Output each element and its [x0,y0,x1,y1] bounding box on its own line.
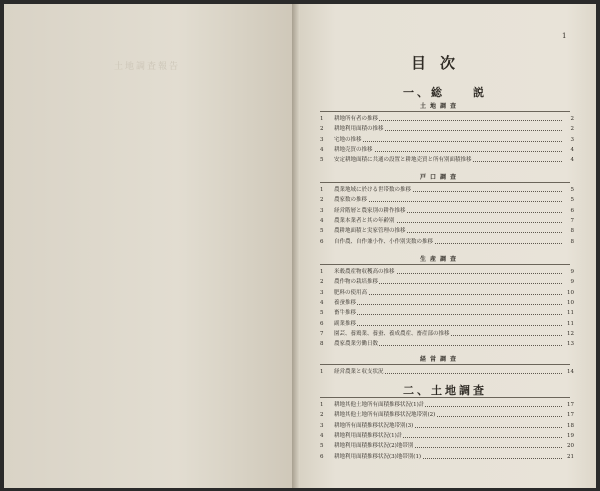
entry-title: 耕地其他土地所有面積推移状況地帯別(2) [334,412,436,419]
entry-title: 農家農業労働日数 [334,341,379,348]
entry-title: 自作農、自作兼小作、小作別実数の推移 [334,238,434,245]
entry-number: 6 [320,453,324,460]
toc-entry [320,289,574,298]
entry-number: 3 [320,289,324,296]
entry-title: 耕地其他土地所有面積推移状況(1)計 [334,402,425,408]
section-rule [320,264,570,265]
entry-number: 3 [320,207,324,214]
toc-entry [320,422,574,431]
entry-page-number: 6 [570,207,574,214]
entry-title: 安定耕地面積に共通の設置と耕地売買と所有別面積推移 [334,157,472,164]
entry-number: 2 [320,126,324,133]
book-gutter [292,4,300,488]
toc-entry [320,268,574,277]
entry-page-number: 13 [567,341,574,348]
entry-number: 4 [320,299,324,306]
toc-entry [320,401,574,410]
toc-entry [320,278,574,287]
entry-number: 3 [320,136,324,143]
toc-entry [320,340,574,349]
section-rule [320,182,570,183]
entry-title: 耕地利用面積推移状況(2)地帯別 [334,443,414,450]
leader-dots [334,201,562,202]
entry-title: 農家数の推移 [334,197,368,204]
entry-number: 4 [320,217,324,224]
entry-number: 5 [320,157,324,164]
toc-entry [320,217,574,226]
leader-dots [334,294,562,295]
entry-page-number: 18 [567,422,574,429]
entry-title: 副業推移 [334,320,357,327]
toc-entry [320,207,574,216]
leader-dots [334,304,562,305]
entry-number: 6 [320,320,324,327]
entry-page-number: 21 [567,453,574,460]
entry-page-number: 9 [570,269,574,275]
entry-page-number: 17 [567,412,574,419]
toc-entry [320,136,574,145]
section-heading: 生産調査 [419,256,460,263]
entry-page-number: 10 [567,299,574,306]
entry-page-number: 3 [570,136,574,143]
entry-title: 農耕地面積と実家管理の推移 [334,228,406,235]
entry-number: 6 [320,238,324,245]
entry-title: 養蚕推移 [334,299,357,306]
toc-entry [320,411,574,420]
entry-number: 1 [320,187,324,193]
toc-entry [320,432,574,441]
entry-title: 米穀農産物収穫高の推移 [334,269,395,275]
entry-title: 畜牛推移 [334,310,357,317]
entry-title: 耕地所有者の推移 [334,116,379,122]
toc-entry [320,330,574,339]
part-heading: 一、総 説 [403,86,487,99]
entry-title: 農業地域に於ける世帯数の推移 [334,187,412,193]
section-rule [320,111,570,112]
entry-number: 4 [320,146,324,153]
leader-dots [334,325,562,326]
entry-number: 7 [320,330,324,337]
entry-title: 耕地利用面積推移状況(1)計 [334,432,403,439]
toc-entry [320,115,574,124]
entry-number: 5 [320,443,324,450]
toc-entry [320,309,574,318]
section-heading: 土地調査 [419,103,460,110]
toc-entry [320,227,574,236]
entry-title: 耕地利用面積推移状況(3)地帯別(1) [334,453,422,460]
section-rule [320,364,570,365]
entry-number: 1 [320,269,324,275]
entry-number: 1 [320,369,324,375]
toc-entry [320,299,574,308]
entry-page-number: 4 [570,157,574,164]
toc-entry [320,320,574,329]
section-heading: 戸口調査 [419,174,460,181]
entry-page-number: 2 [570,116,574,122]
entry-page-number: 8 [570,238,574,245]
left-page [4,4,294,488]
entry-number: 2 [320,412,324,419]
entry-page-number: 7 [570,217,574,224]
toc-entry [320,186,574,195]
entry-number: 2 [320,279,324,286]
entry-page-number: 11 [567,320,574,327]
toc-entry [320,368,574,377]
right-page [300,4,596,488]
entry-number: 5 [320,228,324,235]
entry-page-number: 5 [570,187,574,193]
entry-page-number: 5 [570,197,574,204]
entry-title: 耕地売買の推移 [334,146,373,153]
entry-page-number: 4 [570,146,574,153]
entry-page-number: 10 [567,289,574,296]
toc-entry [320,453,574,462]
entry-page-number: 9 [570,279,574,286]
entry-number: 2 [320,197,324,204]
entry-title: 園芸、養鶏業、養蚕、養成農産、畜産部の推移 [334,330,450,337]
entry-title: 農業本業者と其の年齢別 [334,217,395,224]
toc-title: 目次 [410,54,469,72]
entry-page-number: 11 [567,310,574,317]
entry-title: 耕地所有面積推移状況地帯別(3) [334,422,414,429]
entry-title: 肥料の使用高 [334,289,368,296]
entry-title: 耕地利用面積の推移 [334,126,384,133]
toc-entry [320,156,574,165]
entry-page-number: 14 [567,369,574,375]
entry-title: 農作物の栽培推移 [334,279,379,286]
entry-page-number: 17 [567,402,574,408]
leader-dots [334,314,562,315]
entry-number: 1 [320,402,324,408]
entry-title: 宅地の推移 [334,136,362,143]
entry-number: 3 [320,422,324,429]
section-rule [320,397,570,398]
toc-entry [320,196,574,205]
toc-entry [320,146,574,155]
bleed-through-text: 土地調査報告 [114,62,181,72]
entry-number: 1 [320,116,324,122]
entry-page-number: 19 [567,432,574,439]
page-number: 1 [562,32,567,40]
toc-entry [320,442,574,451]
part-heading: 二、土地調査 [403,384,487,397]
toc-entry [320,125,574,134]
entry-number: 8 [320,341,324,348]
entry-page-number: 8 [570,228,574,235]
entry-page-number: 2 [570,126,574,133]
entry-title: 経営農業と収支状況 [334,369,384,375]
section-heading: 経営調査 [419,356,460,363]
entry-title: 経営階層と農家別の耕作推移 [334,207,406,214]
entry-number: 5 [320,310,324,317]
entry-page-number: 20 [567,443,574,450]
leader-dots [334,141,562,142]
entry-page-number: 12 [567,330,574,337]
entry-number: 4 [320,432,324,439]
toc-entry [320,238,574,247]
